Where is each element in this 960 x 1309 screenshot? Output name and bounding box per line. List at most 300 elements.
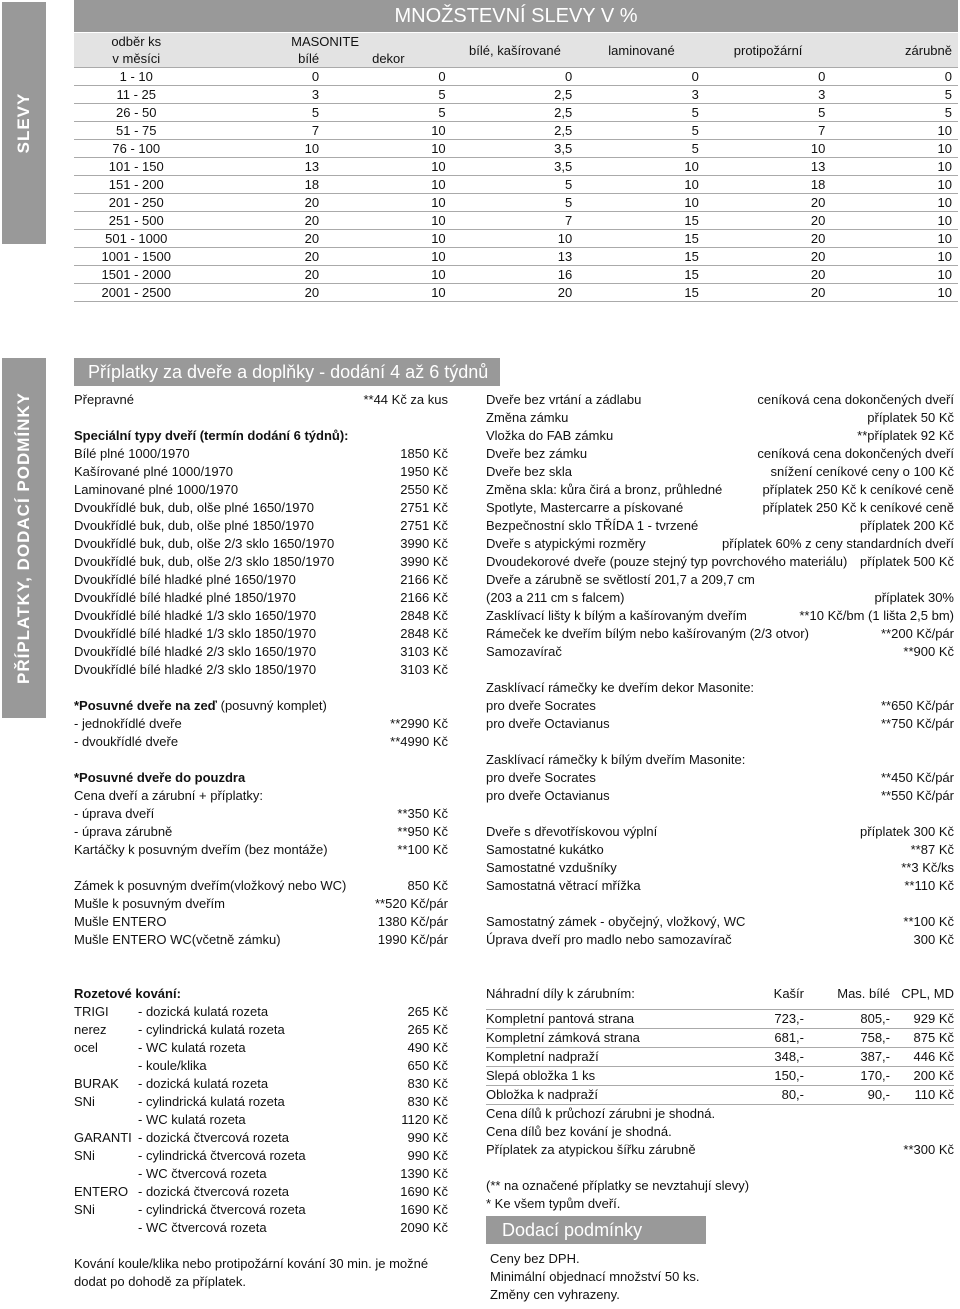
zed-title xyxy=(74,697,448,715)
header-v-mesici: v měsíci xyxy=(74,50,199,68)
discount-cell: 10 xyxy=(325,266,452,284)
special-door-row xyxy=(74,571,448,589)
discount-cell: 16 xyxy=(452,266,579,284)
discount-cell: 13 xyxy=(199,158,326,176)
option-label: Samozavírač xyxy=(486,644,562,659)
discount-cell: 10 xyxy=(325,212,452,230)
special-door-value: 2848 Kč xyxy=(400,608,448,623)
header-odber: odběr ks xyxy=(74,33,199,50)
option-value: ceníková cena dokončených dveří xyxy=(757,446,954,461)
option-label: Samostatné kukátko xyxy=(486,842,604,857)
discount-cell: 20 xyxy=(199,212,326,230)
rozet-price: 990 Kč xyxy=(407,1130,448,1145)
nd-cpl: 446 Kč xyxy=(913,1049,954,1064)
dekor-frame-row xyxy=(486,697,954,715)
discount-table xyxy=(74,33,958,302)
bile-frame-label: pro dveře Octavianus xyxy=(486,788,610,803)
table-row xyxy=(74,104,958,122)
special-door-row xyxy=(74,553,448,571)
special-door-label: Dvoukřídlé bílé hladké plné 1850/1970 xyxy=(74,590,296,605)
special-door-value: 3990 Kč xyxy=(400,536,448,551)
special-door-row xyxy=(74,661,448,679)
special-door-value: 2166 Kč xyxy=(400,590,448,605)
discount-cell: 3 xyxy=(199,86,326,104)
nd-part: Kompletní nadpraží xyxy=(486,1049,599,1064)
rozet-price: 830 Kč xyxy=(407,1094,448,1109)
special-door-label: Dvoukřídlé bílé hladké 1/3 sklo 1850/1970 xyxy=(74,626,317,641)
discount-cell: 10 xyxy=(325,122,452,140)
discount-table-title: MNOŽSTEVNÍ SLEVY V % xyxy=(74,0,958,32)
priplatky-side-bar xyxy=(2,358,46,718)
bile-frame-row xyxy=(486,787,954,805)
pouzdro-item-label: - úprava dveří xyxy=(74,806,155,821)
discount-cell: 20 xyxy=(705,230,832,248)
nd-mas-bile: 170,- xyxy=(860,1068,890,1083)
dekor-frame-label: pro dveře Socrates xyxy=(486,698,596,713)
prepravne-value: **44 Kč za kus xyxy=(363,392,448,407)
discount-cell: 5 xyxy=(578,140,705,158)
option-value: **příplatek 92 Kč xyxy=(857,428,954,443)
nd-kasir: 723,- xyxy=(774,1011,804,1026)
zamek-item-value: 1380 Kč/pár xyxy=(377,914,448,929)
rozet-brand: nerez xyxy=(74,1022,107,1037)
discount-cell: 10 xyxy=(831,248,958,266)
option-label: Dvoudekorové dveře (pouze stejný typ povrchového materiálu) xyxy=(486,554,848,569)
pouzdro-item-row xyxy=(74,841,448,859)
option-row xyxy=(486,517,954,535)
discount-cell: 10 xyxy=(578,194,705,212)
discount-cell: 10 xyxy=(831,140,958,158)
special-title: Speciální typy dveří (termín dodání 6 týdnů): xyxy=(74,428,349,443)
nd-cpl: 875 Kč xyxy=(913,1030,954,1045)
dodaci-podminky-list xyxy=(490,1250,950,1304)
options-block-2 xyxy=(486,607,954,661)
nd-row xyxy=(486,1009,954,1028)
option-label: Dveře bez zámku xyxy=(486,446,588,461)
rozet-brand: SNi xyxy=(74,1202,95,1217)
option-label: Zasklívací lišty k bílým a kašírovaným dveřím xyxy=(486,608,747,623)
option-row xyxy=(486,877,954,895)
nd-header-kasir: Kašír xyxy=(773,986,804,1001)
discount-cell: 10 xyxy=(325,140,452,158)
nd-note-1: Cena dílů k průchozí zárubni je shodná. xyxy=(486,1106,716,1121)
nd-note-3-value: **300 Kč xyxy=(903,1142,954,1157)
option-label: Samostatný zámek - obyčejný, vložkový, WC xyxy=(486,914,746,929)
option-value: příplatek 50 Kč xyxy=(867,410,954,425)
discount-cell: 15 xyxy=(578,230,705,248)
priplatky-side-label: PŘÍPLATKY, DODACÍ PODMÍNKY xyxy=(14,391,33,685)
rozet-row xyxy=(74,1075,448,1093)
option-value: 300 Kč xyxy=(913,932,954,947)
dekor-frames-title: Zasklívací rámečky ke dveřím dekor Masonite: xyxy=(486,680,755,695)
qty-range-cell: 251 - 500 xyxy=(74,212,199,230)
discount-cell: 13 xyxy=(452,248,579,266)
dekor-frame-value: **650 Kč/pár xyxy=(881,698,954,713)
slevy-side-bar xyxy=(2,2,46,244)
rozet-brand: SNi xyxy=(74,1148,95,1163)
discount-cell: 20 xyxy=(452,284,579,302)
discount-cell: 10 xyxy=(325,230,452,248)
rozet-brand xyxy=(74,1219,138,1237)
option-label: Dveře s dřevotřískovou výplní xyxy=(486,824,658,839)
special-door-label: Kašírované plné 1000/1970 xyxy=(74,464,234,479)
qty-range-cell: 11 - 25 xyxy=(74,86,199,104)
zamek-item-value: **520 Kč/pár xyxy=(375,896,448,911)
option-row xyxy=(486,535,954,553)
rozet-row xyxy=(74,1183,448,1201)
discount-cell: 3,5 xyxy=(452,140,579,158)
rozet-type: - dozická kulatá rozeta xyxy=(138,1076,269,1091)
special-door-label: Dvoukřídlé bílé hladké 2/3 sklo 1850/1970 xyxy=(74,662,317,677)
discount-cell: 13 xyxy=(705,158,832,176)
qty-range-cell: 151 - 200 xyxy=(74,176,199,194)
special-door-row xyxy=(74,445,448,463)
dekor-frame-value: **750 Kč/pár xyxy=(881,716,954,731)
discount-cell: 15 xyxy=(578,284,705,302)
special-door-value: 3990 Kč xyxy=(400,554,448,569)
rozet-type: - koule/klika xyxy=(138,1058,207,1073)
special-door-value: 3103 Kč xyxy=(400,644,448,659)
zamek-item-row xyxy=(74,913,448,931)
nd-kasir: 80,- xyxy=(781,1087,804,1102)
option-row xyxy=(486,427,954,445)
option-label: Spotlyte, Mastercarre a pískované xyxy=(486,500,684,515)
special-door-row xyxy=(74,643,448,661)
rozet-row xyxy=(74,1165,448,1183)
header-zarubne: zárubně xyxy=(831,33,958,68)
rozet-row xyxy=(74,1111,448,1129)
zed-item-label: - jednokřídlé dveře xyxy=(74,716,182,731)
discount-cell: 10 xyxy=(325,248,452,266)
discount-cell: 0 xyxy=(831,68,958,86)
rozet-type: - dozická kulatá rozeta xyxy=(138,1004,269,1019)
nd-header-mas-bile: Mas. bílé xyxy=(837,986,890,1001)
table-row xyxy=(74,176,958,194)
special-door-label: Dvoukřídlé buk, dub, olše plné 1850/1970 xyxy=(74,518,314,533)
option-label: Samostatná větrací mřížka xyxy=(486,878,641,893)
nd-header-label: Náhradní díly k zárubním: xyxy=(486,986,635,1001)
nd-row xyxy=(486,1066,954,1085)
nd-part: Obložka k nadpraží xyxy=(486,1087,599,1102)
bile-frame-value: **450 Kč/pár xyxy=(881,770,954,785)
option-row xyxy=(486,607,954,625)
nd-note-3-row xyxy=(486,1141,954,1159)
rozet-row xyxy=(74,1093,448,1111)
dekor-frame-label: pro dveře Octavianus xyxy=(486,716,610,731)
nd-part: Kompletní zámková strana xyxy=(486,1030,640,1045)
special-door-row xyxy=(74,499,448,517)
rozet-row xyxy=(74,1057,448,1075)
header-bile-kasirovane: bílé, kašírované xyxy=(452,33,579,68)
special-door-label: Laminované plné 1000/1970 xyxy=(74,482,239,497)
discount-cell: 10 xyxy=(831,158,958,176)
pouzdro-item-value: **350 Kč xyxy=(397,806,448,821)
rozet-price: 1690 Kč xyxy=(400,1202,448,1217)
discount-cell: 5 xyxy=(831,104,958,122)
discount-cell: 2,5 xyxy=(452,104,579,122)
discount-cell: 20 xyxy=(705,266,832,284)
nd-mas-bile: 387,- xyxy=(860,1049,890,1064)
special-door-value: 3103 Kč xyxy=(400,662,448,677)
option-label: Vložka do FAB zámku xyxy=(486,428,614,443)
rozet-type: - dozická čtvercová rozeta xyxy=(138,1184,290,1199)
discount-cell: 10 xyxy=(325,158,452,176)
rozet-row xyxy=(74,1201,448,1219)
discount-cell: 5 xyxy=(199,104,326,122)
special-door-row xyxy=(74,589,448,607)
option-row xyxy=(486,643,954,661)
option-value: příplatek 250 Kč k ceníkové ceně xyxy=(762,482,954,497)
discount-cell: 5 xyxy=(325,86,452,104)
option-row xyxy=(486,499,954,517)
qty-range-cell: 76 - 100 xyxy=(74,140,199,158)
zamek-item-value: 1990 Kč/pár xyxy=(377,932,448,947)
discount-cell: 10 xyxy=(578,176,705,194)
special-door-label: Dvoukřídlé buk, dub, olše 2/3 sklo 1650/1970 xyxy=(74,536,335,551)
rozet-brand: TRIGI xyxy=(74,1004,109,1019)
zarubne-falc-row xyxy=(486,589,954,607)
rozet-type: - WC kulatá rozeta xyxy=(138,1112,246,1127)
rozet-title: Rozetové kování: xyxy=(74,986,181,1001)
dodaci-item-zmeny: Změny cen vyhrazeny. xyxy=(490,1287,620,1302)
special-door-value: 2751 Kč xyxy=(400,518,448,533)
discount-cell: 10 xyxy=(831,212,958,230)
nd-mas-bile: 805,- xyxy=(860,1011,890,1026)
discount-cell: 20 xyxy=(199,230,326,248)
zed-item-value: **4990 Kč xyxy=(390,734,448,749)
option-row xyxy=(486,931,954,949)
option-value: **900 Kč xyxy=(903,644,954,659)
nd-part: Kompletní pantová strana xyxy=(486,1011,635,1026)
discount-cell: 20 xyxy=(199,266,326,284)
discount-cell: 10 xyxy=(578,158,705,176)
kovani-note-1: Kování koule/klika nebo protipožární kování 30 min. je možné xyxy=(74,1256,429,1271)
discount-cell: 15 xyxy=(578,266,705,284)
nd-header-cpl: CPL, MD xyxy=(901,986,954,1001)
rozet-row xyxy=(74,1003,448,1021)
header-bile: bílé xyxy=(199,50,326,68)
zed-title-bold: *Posuvné dveře na zeď xyxy=(74,698,218,713)
discount-cell: 20 xyxy=(199,194,326,212)
rozet-list xyxy=(74,1003,448,1237)
nd-note-2: Cena dílů bez kování je shodná. xyxy=(486,1124,672,1139)
option-row xyxy=(486,391,954,409)
table-row xyxy=(74,230,958,248)
option-row xyxy=(486,553,954,571)
qty-range-cell: 201 - 250 xyxy=(74,194,199,212)
discount-cell: 5 xyxy=(325,104,452,122)
nd-part: Slepá obložka 1 ks xyxy=(486,1068,596,1083)
pouzdro-item-label: Kartáčky k posuvným dveřím (bez montáže) xyxy=(74,842,328,857)
option-row xyxy=(486,823,954,841)
option-value: příplatek 200 Kč xyxy=(860,518,954,533)
zed-title-normal: (posuvný komplet) xyxy=(217,698,327,713)
header-masonite: MASONITE xyxy=(199,33,452,50)
prepravne-label: Přepravné xyxy=(74,392,134,407)
option-value: příplatek 500 Kč xyxy=(860,554,954,569)
options-block-4 xyxy=(486,913,954,949)
discount-cell: 20 xyxy=(705,284,832,302)
rozet-brand: BURAK xyxy=(74,1076,119,1091)
rozet-price: 650 Kč xyxy=(407,1058,448,1073)
option-label: Samostatné vzdušníky xyxy=(486,860,617,875)
rozet-brand xyxy=(74,1057,138,1075)
discount-cell: 7 xyxy=(452,212,579,230)
option-label: Dveře bez skla xyxy=(486,464,572,479)
option-label: Dveře bez vrtání a zádlabu xyxy=(486,392,642,407)
special-door-row xyxy=(74,535,448,553)
nd-row xyxy=(486,1085,954,1104)
qty-range-cell: 26 - 50 xyxy=(74,104,199,122)
qty-range-cell: 2001 - 2500 xyxy=(74,284,199,302)
nd-header-row xyxy=(486,985,954,1003)
rozet-type: - cylindrická kulatá rozeta xyxy=(138,1022,285,1037)
option-value: **100 Kč xyxy=(903,914,954,929)
discount-cell: 10 xyxy=(325,176,452,194)
special-door-row xyxy=(74,463,448,481)
bile-frame-label: pro dveře Socrates xyxy=(486,770,596,785)
zamky-list xyxy=(74,877,448,949)
rozet-row xyxy=(74,1147,448,1165)
nd-cpl: 110 Kč xyxy=(914,1087,954,1102)
qty-range-cell: 51 - 75 xyxy=(74,122,199,140)
rozet-type: - WC kulatá rozeta xyxy=(138,1040,246,1055)
rozet-row xyxy=(74,1219,448,1237)
discount-cell: 5 xyxy=(452,176,579,194)
zed-item-row xyxy=(74,715,448,733)
priplatky-title: Příplatky za dveře a doplňky - dodání 4 až 6 týdnů xyxy=(74,358,500,386)
rozet-price: 2090 Kč xyxy=(400,1220,448,1235)
zed-item-label: - dvoukřídlé dveře xyxy=(74,734,179,749)
special-door-row xyxy=(74,625,448,643)
nd-mas-bile: 758,- xyxy=(860,1030,890,1045)
special-door-value: 2166 Kč xyxy=(400,572,448,587)
table-row xyxy=(74,68,958,86)
discount-cell: 3 xyxy=(578,86,705,104)
table-row xyxy=(74,248,958,266)
zarubne-falc-label: (203 a 211 cm s falcem) xyxy=(486,590,625,605)
option-label: Úprava dveří pro madlo nebo samozavírač xyxy=(486,932,732,947)
special-door-row xyxy=(74,607,448,625)
pouzdro-item-value: **100 Kč xyxy=(397,842,448,857)
discount-cell: 10 xyxy=(452,230,579,248)
discount-cell: 5 xyxy=(578,122,705,140)
zamek-item-label: Zámek k posuvným dveřím(vložkový nebo WC) xyxy=(74,878,347,893)
discount-cell: 5 xyxy=(705,104,832,122)
pouzdro-item-row xyxy=(74,805,448,823)
option-value: **3 Kč/ks xyxy=(901,860,954,875)
qty-range-cell: 1001 - 1500 xyxy=(74,248,199,266)
bile-frame-value: **550 Kč/pár xyxy=(881,788,954,803)
option-label: Dveře s atypickými rozměry xyxy=(486,536,646,551)
option-value: příplatek 60% z ceny standardních dveří xyxy=(722,536,954,551)
pouzdro-list xyxy=(74,805,448,859)
special-door-row xyxy=(74,517,448,535)
discount-cell: 10 xyxy=(831,266,958,284)
rozet-type: - WC čtvercová rozeta xyxy=(138,1220,267,1235)
special-door-label: Bílé plné 1000/1970 xyxy=(74,446,190,461)
discount-cell: 20 xyxy=(705,212,832,230)
option-value: snížení ceníkové ceny o 100 Kč xyxy=(770,464,954,479)
table-row xyxy=(74,122,958,140)
discount-cell: 20 xyxy=(705,248,832,266)
option-value: příplatek 300 Kč xyxy=(860,824,954,839)
bile-frames-title: Zasklívací rámečky k bílým dveřím Masonite: xyxy=(486,752,746,767)
discount-cell: 10 xyxy=(831,176,958,194)
rozet-brand xyxy=(74,1111,138,1129)
discount-cell: 10 xyxy=(831,284,958,302)
rozet-price: 265 Kč xyxy=(407,1022,448,1037)
nd-cpl: 200 Kč xyxy=(913,1068,954,1083)
rozet-type: - cylindrická čtvercová rozeta xyxy=(138,1148,306,1163)
discount-cell: 5 xyxy=(578,104,705,122)
discount-cell: 10 xyxy=(831,122,958,140)
nd-list xyxy=(486,1009,954,1105)
pouzdro-title: *Posuvné dveře do pouzdra xyxy=(74,770,246,785)
table-row xyxy=(74,86,958,104)
table-row xyxy=(74,266,958,284)
rozet-type: - cylindrická čtvercová rozeta xyxy=(138,1202,306,1217)
rozet-brand: GARANTI xyxy=(74,1130,132,1145)
nd-row xyxy=(486,1047,954,1066)
nd-row xyxy=(486,1028,954,1047)
rozet-row xyxy=(74,1039,448,1057)
nd-mas-bile: 90,- xyxy=(867,1087,890,1102)
special-door-value: 2848 Kč xyxy=(400,626,448,641)
zamek-item-label: Mušle k posuvným dveřím xyxy=(74,896,225,911)
discount-cell: 10 xyxy=(199,140,326,158)
pouzdro-item-value: **950 Kč xyxy=(397,824,448,839)
zamek-item-label: Mušle ENTERO xyxy=(74,914,167,929)
rozet-type: - dozická čtvercová rozeta xyxy=(138,1130,290,1145)
option-row xyxy=(486,409,954,427)
table-row xyxy=(74,140,958,158)
discount-cell: 10 xyxy=(831,230,958,248)
special-door-label: Dvoukřídlé bílé hladké 2/3 sklo 1650/1970 xyxy=(74,644,317,659)
rozet-type: - WC čtvercová rozeta xyxy=(138,1166,267,1181)
discount-cell: 10 xyxy=(325,194,452,212)
star-note-2: * Ke všem typům dveří. xyxy=(486,1196,621,1211)
zamek-item-row xyxy=(74,895,448,913)
option-value: příplatek 250 Kč k ceníkové ceně xyxy=(762,500,954,515)
table-header-row-1 xyxy=(74,33,958,50)
header-protipozarni: protipožární xyxy=(705,33,832,68)
option-row xyxy=(486,481,954,499)
option-row xyxy=(486,463,954,481)
discount-cell: 3,5 xyxy=(452,158,579,176)
zamek-item-row xyxy=(74,931,448,949)
option-label: Změna zámku xyxy=(486,410,569,425)
special-door-value: 2550 Kč xyxy=(400,482,448,497)
special-door-value: 2751 Kč xyxy=(400,500,448,515)
discount-cell: 20 xyxy=(705,194,832,212)
discount-cell: 0 xyxy=(452,68,579,86)
rozet-price: 1120 Kč xyxy=(401,1112,448,1127)
zed-item-row xyxy=(74,733,448,751)
special-door-label: Dvoukřídlé bílé hladké plné 1650/1970 xyxy=(74,572,296,587)
option-value: **110 Kč xyxy=(904,878,954,893)
nd-kasir: 348,- xyxy=(774,1049,804,1064)
prepravne-row xyxy=(74,391,448,409)
rozet-type: - cylindrická kulatá rozeta xyxy=(138,1094,285,1109)
dekor-frames-list xyxy=(486,697,954,733)
discount-cell: 0 xyxy=(199,68,326,86)
discount-cell: 0 xyxy=(705,68,832,86)
option-value: **87 Kč xyxy=(910,842,954,857)
rozet-price: 490 Kč xyxy=(407,1040,448,1055)
rozet-price: 830 Kč xyxy=(407,1076,448,1091)
option-row xyxy=(486,841,954,859)
